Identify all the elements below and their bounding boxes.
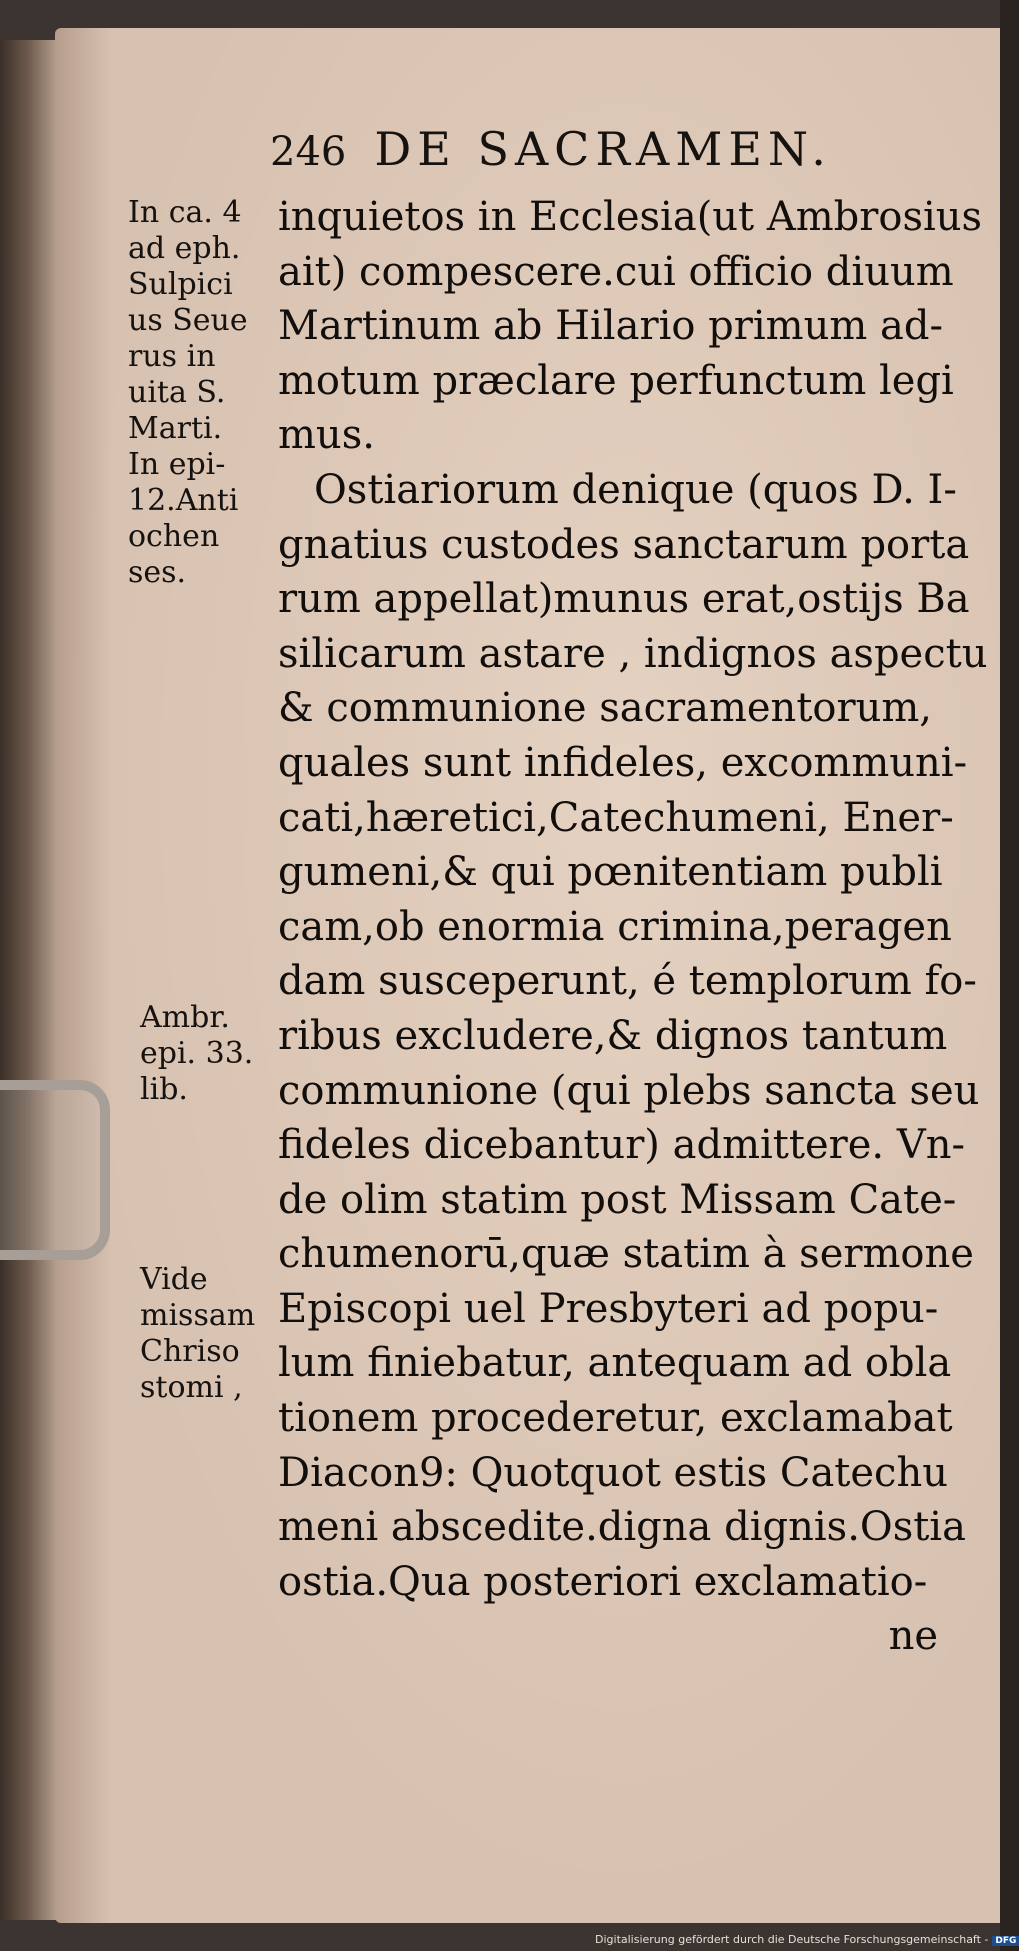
text-line: ait) compescere.cui officio diuum (278, 248, 954, 295)
dfg-logo: DFG (992, 1936, 1019, 1946)
text-line: cam,ob enormia crimina,peragen (278, 903, 952, 950)
text-line: gumeni,& qui pœnitentiam publi (278, 849, 943, 896)
text-line: ribus excludere,& dignos tantum (278, 1012, 948, 1059)
text-line: mus. (278, 412, 375, 459)
body-text (278, 190, 988, 1664)
running-head (270, 122, 970, 182)
text-line: tionem procederetur, exclamabat (278, 1395, 953, 1442)
text-line: motum præclare perfunctum legi (278, 357, 954, 404)
margin-note: Ambr. epi. 33. lib. (140, 1000, 254, 1107)
footer-text: Digitalisierung gefördert durch die Deutsche Forschungsgemeinschaft - (595, 1933, 989, 1946)
text-line: Episcopi uel Presbyteri ad popu- (278, 1285, 939, 1332)
text-line: & communione sacramentorum, (278, 685, 933, 732)
margin-note: In ca. 4 ad eph. Sulpici us Seue rus in uita S. Marti. In epi- 12.Anti ochen ses. (128, 195, 248, 590)
text-line: Ostiariorum denique (quos D. I- (314, 466, 957, 513)
text-line: communione (qui plebs sancta seu (278, 1067, 980, 1114)
margin-note: Vide missam Chriso stomi , (140, 1262, 256, 1405)
catchword: ne (888, 1613, 938, 1660)
page-clip (0, 1080, 110, 1260)
text-line: Diacon9: Quotquot estis Catechu (278, 1449, 948, 1496)
text-line: de olim statim post Missam Cate- (278, 1176, 957, 1223)
text-line: lum finiebatur, antequam ad obla (278, 1340, 952, 1387)
text-line: gnatius custodes sanctarum porta (278, 521, 970, 568)
text-line: rum appellat)munus erat,ostijs Ba (278, 576, 970, 623)
text-line: meni abscedite.digna dignis.Ostia (278, 1504, 966, 1551)
text-line: Martinum ab Hilario primum ad- (278, 303, 943, 350)
digitization-footer (595, 1933, 1017, 1949)
text-line: dam susceperunt, é templorum fo- (278, 958, 977, 1005)
text-line: quales sunt infideles, excommuni- (278, 739, 968, 786)
text-line: silicarum astare , indignos aspectu (278, 630, 988, 677)
text-line: cati,hæretici,Catechumeni, Ener- (278, 794, 954, 841)
text-line: chumenorū,quæ statim à sermone (278, 1231, 974, 1278)
text-line: inquietos in Ecclesia(ut Ambrosius (278, 194, 983, 240)
text-line: fideles dicebantur) admittere. Vn- (278, 1122, 966, 1169)
page-number: 246 (270, 129, 347, 175)
text-line: ostia.Qua posteriori exclamatio- (278, 1558, 928, 1605)
running-head-title: DE SACRAMEN. (374, 122, 832, 176)
